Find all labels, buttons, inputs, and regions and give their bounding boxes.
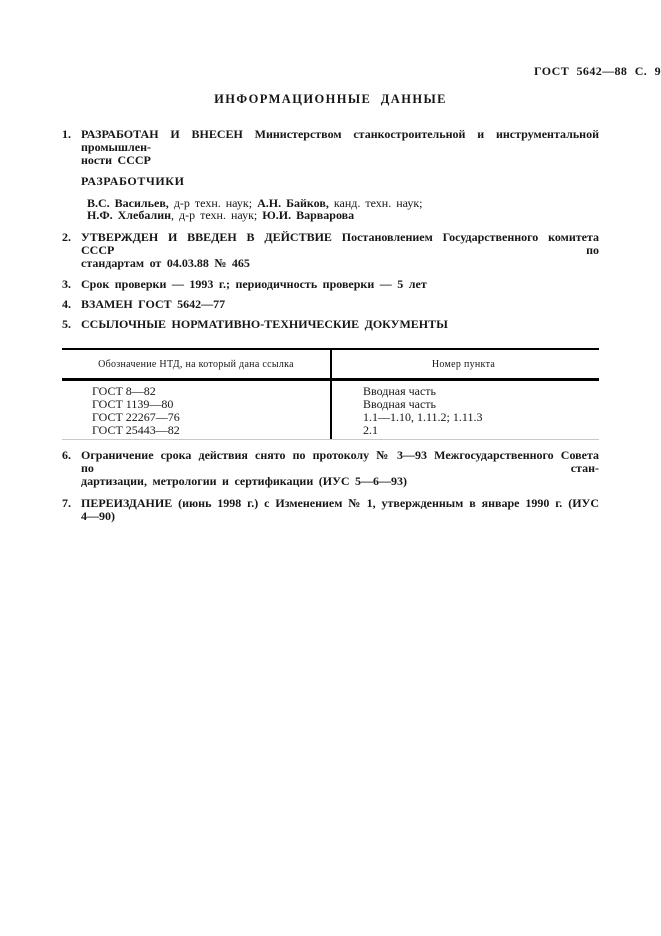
item-line: ности СССР — [81, 153, 151, 167]
table-cell-ntd: ГОСТ 25443—82 — [92, 423, 180, 437]
table-header-cell-ntd: Обозначение НТД, на который дана ссылка — [98, 359, 294, 370]
developer-name: Н.Ф. Хлебалин — [87, 208, 172, 222]
item-line: Ограничение срока действия снято по протоколу № 3—93 Межгосударственного Совета по стан- — [81, 448, 599, 475]
table-cell-ntd: ГОСТ 22267—76 — [92, 410, 180, 424]
table-cell-punkt: Вводная часть — [363, 397, 437, 411]
table-column-divider — [330, 350, 332, 439]
info-item-1 — [62, 128, 599, 167]
item-number: 2. — [62, 230, 71, 244]
info-item-7 — [62, 497, 599, 523]
item-line: Срок проверки — 1993 г.; периодичность проверки — 5 лет — [81, 277, 427, 291]
developers-line-2 — [87, 209, 599, 221]
item-line: ВЗАМЕН ГОСТ 5642—77 — [81, 297, 226, 311]
developer-name: А.Н. Байков, — [257, 196, 329, 210]
info-item-3 — [62, 278, 599, 291]
developer-degree: канд. техн. наук; — [328, 196, 423, 210]
item-line: ПЕРЕИЗДАНИЕ (июнь 1998 г.) с Изменением № 1, утвержденным в январе 1990 г. (ИУС 4—90) — [81, 496, 599, 523]
table-header-cell-punkt: Номер пункта — [431, 359, 496, 370]
document-title: ИНФОРМАЦИОННЫЕ ДАННЫЕ — [214, 92, 447, 106]
item-line: дартизации, метрологии и сертификации (ИУС 5—6—93) — [81, 474, 408, 488]
info-item-6 — [62, 449, 599, 488]
item-line: стандартам от 04.03.88 № 465 — [81, 256, 250, 270]
item-number: 6. — [62, 448, 71, 462]
item-number: 1. — [62, 127, 71, 141]
item-number: 4. — [62, 297, 71, 311]
developer-degree: , д-р техн. наук; — [171, 208, 263, 222]
developers-list — [87, 197, 599, 221]
developer-name: В.С. Васильев, — [87, 196, 169, 210]
developer-degree: д-р техн. наук; — [168, 196, 258, 210]
table-cell-ntd: ГОСТ 1139—80 — [92, 397, 174, 411]
item-number: 3. — [62, 277, 71, 291]
table-cell-punkt: Вводная часть — [363, 384, 437, 398]
item-line: ССЫЛОЧНЫЕ НОРМАТИВНО-ТЕХНИЧЕСКИЕ ДОКУМЕНТЫ — [81, 317, 448, 331]
info-item-4 — [62, 298, 599, 311]
item-number: 7. — [62, 496, 71, 510]
item-number: 5. — [62, 317, 71, 331]
developers-heading: РАЗРАБОТЧИКИ — [81, 174, 185, 188]
item-line: РАЗРАБОТАН И ВНЕСЕН Министерством станкостроительной и инструментальной промышлен- — [81, 127, 599, 154]
info-item-2 — [62, 231, 599, 270]
page-number-header: ГОСТ 5642—88 С. 9 — [534, 64, 661, 78]
content-block — [62, 0, 599, 523]
item-line: УТВЕРЖДЕН И ВВЕДЕН В ДЕЙСТВИЕ Постановлением Государственного комитета СССР по — [81, 230, 599, 257]
table-cell-punkt: 2.1 — [363, 423, 378, 437]
reference-documents-table — [62, 348, 599, 440]
developer-name: Ю.И. Варварова — [262, 208, 355, 222]
table-cell-punkt: 1.1—1.10, 1.11.2; 1.11.3 — [363, 410, 483, 424]
table-cell-ntd: ГОСТ 8—82 — [92, 384, 156, 398]
info-item-5 — [62, 318, 599, 331]
